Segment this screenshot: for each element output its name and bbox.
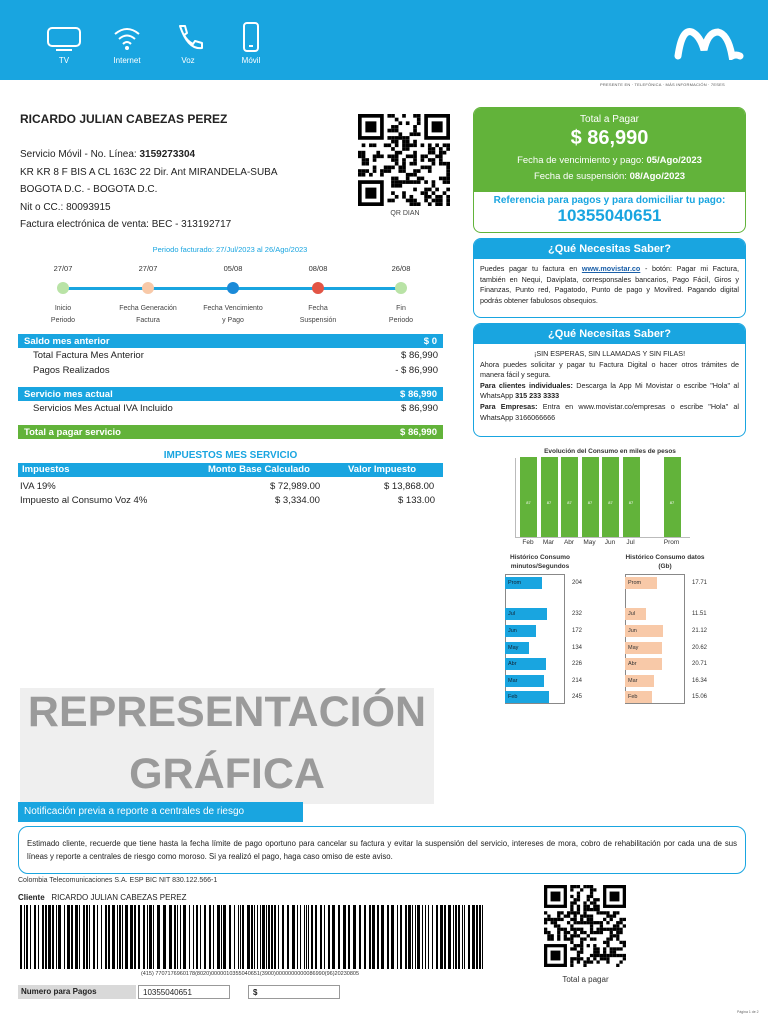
payment-barcode [18,905,488,969]
tax-row: IVA 19% $ 72,989.00 $ 13,868.00 [20,481,435,492]
header-subline: PRESENTE EN · TELEFÓNICA · MÁS INFORMACIÓN · 7ESES [600,82,725,87]
header-bar [0,0,768,80]
timeline-date: 27/07 [53,264,73,273]
hist-value: 172 [572,628,583,634]
total-servicio-bar: Total a pagar servicio $ 86,990 [18,425,443,439]
hist-bar: May [505,642,529,654]
service-label: TV [58,56,70,65]
footer-client: Cliente RICARDO JULIAN CABEZAS PEREZ [18,893,187,902]
taxes-header: Impuestos Monto Base Calculado Valor Impuesto [18,463,443,477]
watermark-line1: REPRESENTACIÓN [27,688,427,736]
timeline-date: 26/08 [391,264,411,273]
hist-bar: Prom [505,577,542,589]
taxes-title: IMPUESTOS MES SERVICIO [163,450,298,461]
pagos-row: Pagos Realizados - $ 86,990 [33,365,438,376]
info-box-title: ¿Qué Necesitas Saber? [474,324,745,344]
hist-bar: Abr [625,658,662,670]
reference-label: Referencia para pagos y para domiciliar tu pago: [493,195,726,206]
company-line: Colombia Telecomunicaciones S.A. ESP BIC NIT 830.122.566-1 [18,877,218,884]
city: BOGOTA D.C. - BOGOTA D.C. [20,184,158,195]
chart-bar-label: 87 [546,500,552,505]
timeline-date: 05/08 [223,264,243,273]
phone-icon [168,22,208,52]
hist-value: 214 [572,678,583,684]
qr-caption: QR DIAN [390,210,420,217]
timeline-label: Fecha Vencimiento y Pago [203,305,263,324]
hist-value: 134 [572,645,583,651]
hist-bar: Feb [625,691,652,703]
consumption-chart [515,458,690,538]
hist-bar: Mar [625,675,654,687]
chart-bar [602,457,619,537]
service-line: Servicio Móvil - No. Línea: 3159273304 [20,149,196,160]
tv-icon [44,22,84,52]
timeline-date: 08/08 [308,264,328,273]
chart-bar [541,457,558,537]
chart-bar [582,457,599,537]
page-number: Página 1 de 2 [737,1010,759,1014]
chart-category-label: Jun [604,539,616,546]
hist-value: 17.71 [692,580,708,586]
timeline-label: Fin Periodo [388,305,414,324]
timeline-label: Fecha Suspensión [299,305,337,324]
chart-category-label: Prom [663,539,680,546]
hist-bar: Jul [625,608,646,620]
timeline-date: 27/07 [138,264,158,273]
chart-bar [664,457,681,537]
tax-row: Impuesto al Consumo Voz 4% $ 3,334.00 $ 133.00 [20,495,435,506]
chart-bar-label: 87 [587,500,593,505]
notice-text: Estimado cliente, recuerde que tiene hasta la fecha límite de pago oportuno para cancelar su factura y evitar la suspensión del servicio, intereses de mora, cobro de rehabilitación por cada una de sus líneas y reporte a centrales de riesgo como moroso. Si ya realizó el pago, haga caso omiso de este aviso. [18,826,746,874]
info-box-digital: ¿Qué Necesitas Saber? ¡SIN ESPERAS, SIN LLAMADAS Y SIN FILAS! Ahora puedes solicitar y pagar tu Factura Digital o hacer otros trámites de manera fácil y segura. Para clientes individuales: Descarga la App Mi Movistar o escribe "Hola" al WhatsApp 315 233 3333 Para Empresas: Entra en www.movistar.co/empresas o escribe "Hola" al WhatsApp 3166066666 [473,323,746,437]
address: KR KR 8 F BIS A CL 163C 22 Dir. Ant MIRANDELA-SUBA [20,166,278,178]
total-amount: $ 86,990 [570,127,649,149]
timeline-dot [395,282,407,294]
payment-number-value[interactable]: 10355040651 [138,985,230,999]
info-box-title: ¿Qué Necesitas Saber? [474,239,745,259]
service-voz[interactable] [158,22,218,65]
chart-title: Evolución del Consumo en miles de pesos [544,448,676,455]
hist-bar: Jun [625,625,663,637]
hist-value: 226 [572,661,583,667]
nit: Nit o CC.: 80093915 [20,201,111,213]
info-box-payment: ¿Qué Necesitas Saber? Puedes pagar tu factura en www.movistar.co - botón: Pagar mi Factura, también en Nequi, Daviplata, corresponsales bancarios, Pago Fácil, Giros y Finanzas, Punto red, Pagatodo, Punto de pago y Movilred. Pagando digital podrás obtener fabulosos obsequios. [473,238,746,318]
timeline-dot [57,282,69,294]
chart-category-label: Feb [522,539,534,546]
due-date-line: Fecha de vencimiento y pago: 05/Ago/2023 [517,155,702,166]
wifi-icon [107,22,147,52]
chart-category-label: May [583,539,596,546]
hist-bar: Mar [505,675,544,687]
hist-bar: Jul [505,608,547,620]
timeline-dot [227,282,239,294]
suspension-date-line: Fecha de suspensión: 08/Ago/2023 [533,171,686,182]
service-internet[interactable] [97,22,157,65]
chart-category-label: Abr [563,539,575,546]
qr-dian-code [358,114,450,206]
saldo-bar: Saldo mes anterior $ 0 [18,334,443,348]
hist-value: 20.62 [692,645,708,651]
servicios-iva-row: Servicios Mes Actual IVA Incluido $ 86,990 [33,403,438,414]
reference-number: 10355040651 [557,206,662,225]
qr-total-caption: Total a pagar [562,975,609,984]
line-number: 3159273304 [139,149,196,160]
total-anterior-row: Total Factura Mes Anterior $ 86,990 [33,350,438,361]
barcode-number: (415) 7707176960178(8020)0000010355040651(3900)0000000000086990(96)20230805 [140,971,360,977]
service-label: Voz [181,56,195,65]
hist-bar: Abr [505,658,546,670]
movistar-logo [674,26,746,60]
movistar-link[interactable]: www.movistar.co [581,264,641,273]
hist-value: 21.12 [692,628,708,634]
hist-value: 20.71 [692,661,708,667]
chart-bar [520,457,537,537]
chart-bar-label: 87 [669,500,675,505]
watermark-line2: GRÁFICA [129,750,325,798]
service-movil[interactable] [221,22,281,65]
timeline-dot [312,282,324,294]
hist-minutes-title: Histórico Consumo minutos/Segundos [510,554,570,570]
hist-value: 15.06 [692,694,708,700]
service-label: Móvil [241,56,261,65]
chart-bar [561,457,578,537]
invoice-number: Factura electrónica de venta: BEC - 313192717 [20,219,232,230]
service-label: Internet [113,56,141,65]
hist-value: 11.51 [692,611,707,617]
chart-bar-label: 87 [526,500,531,505]
timeline-label: Inicio Periodo [50,305,76,324]
hist-bar: Feb [505,691,549,703]
chart-category-label: Jul [626,539,635,546]
total-title: Total a Pagar [580,114,639,125]
timeline-dot [142,282,154,294]
payment-amount-field[interactable]: $ [248,985,340,999]
client-name: RICARDO JULIAN CABEZAS PEREZ [20,112,228,126]
hist-bar: May [625,642,662,654]
hist-value: 204 [572,580,583,586]
hist-value: 232 [572,611,583,617]
chart-category-label: Mar [542,539,555,546]
chart-bar-label: 87 [608,500,613,505]
servicio-bar: Servicio mes actual $ 86,990 [18,387,443,401]
notice-title: Notificación previa a reporte a centrales de riesgo [18,802,303,822]
hist-value: 16.34 [692,678,708,684]
chart-bar-label: 87 [567,500,572,505]
hist-bar: Prom [625,577,657,589]
chart-bar-label: 87 [628,500,634,505]
hist-data-title: Histórico Consumo datos (Gb) [625,554,705,570]
billing-period: Periodo facturado: 27/Jul/2023 al 26/Ago/2023 [152,245,308,254]
hist-value: 245 [572,694,583,700]
total-box [473,107,746,233]
chart-bar [623,457,640,537]
payment-qr-code [544,885,626,967]
hist-bar: Jun [505,625,536,637]
payment-number-label: Numero para Pagos [18,985,136,999]
service-tv[interactable] [34,22,94,65]
mobile-icon [231,22,271,52]
client-info [20,146,278,234]
timeline-label: Fecha Generación Factura [119,305,177,324]
